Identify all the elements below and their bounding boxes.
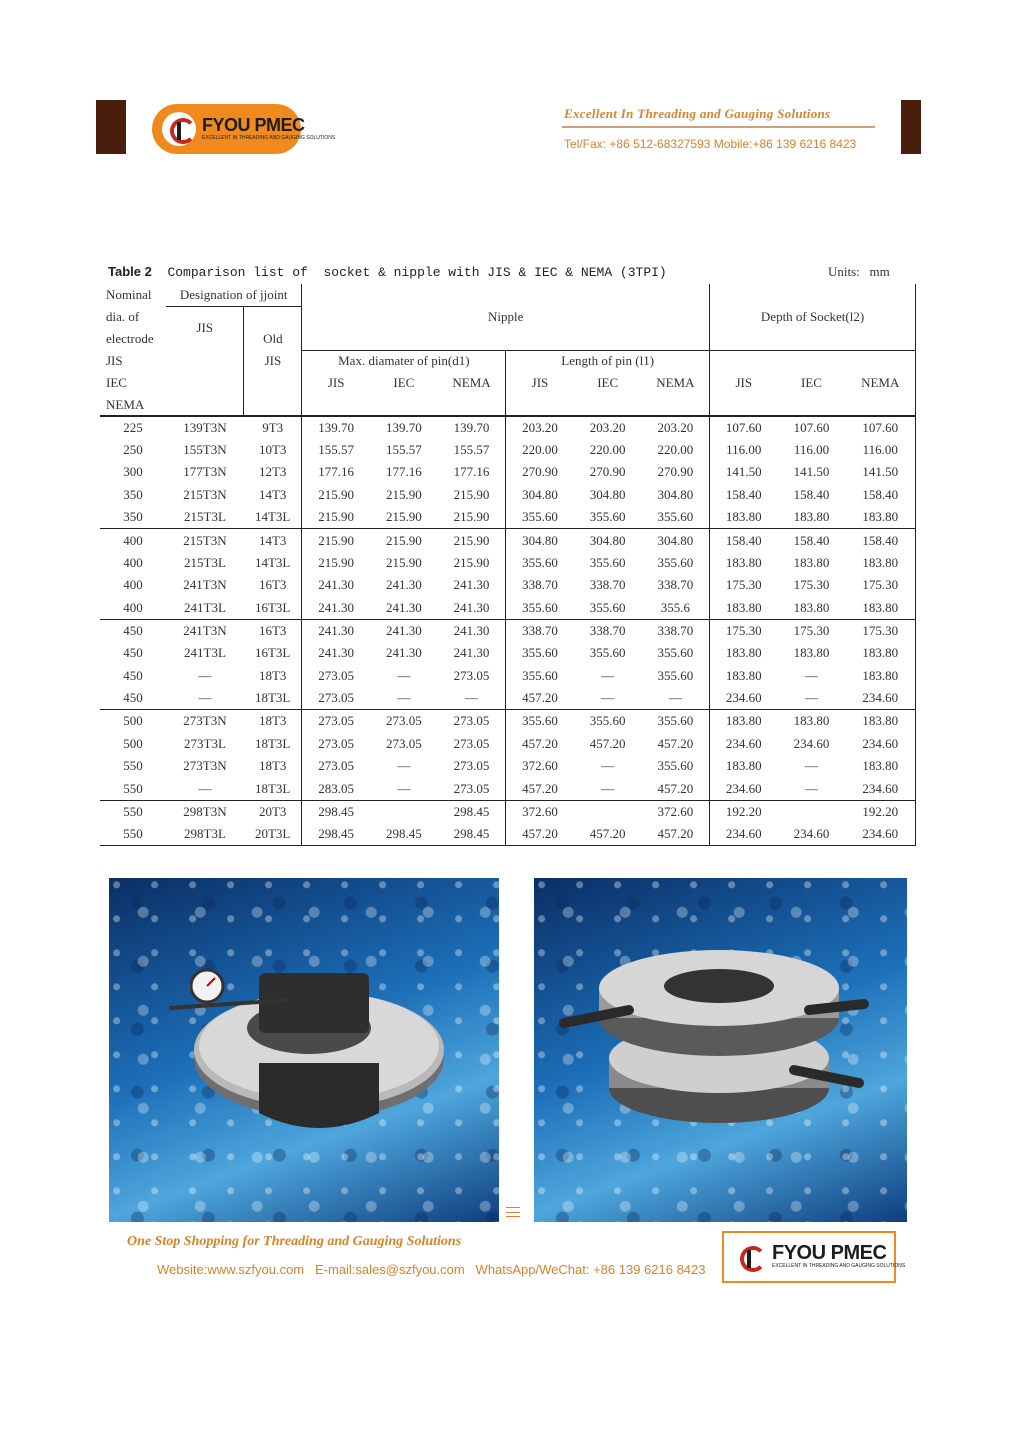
table-cell: 270.90: [642, 461, 710, 484]
table-cell: 225: [100, 416, 166, 439]
table-cell: 215.90: [438, 529, 506, 552]
table-cell: 500: [100, 710, 166, 733]
brand-tagline: EXCELLENT IN THREADING AND GAUGING SOLUTIONS: [202, 135, 336, 141]
table-cell: 234.60: [725, 735, 762, 751]
table-cell: 338.70: [522, 577, 558, 593]
table-cell: 355.60: [589, 554, 626, 570]
header-nominal-2: dia. of: [106, 309, 140, 324]
table-cell: 215.90: [370, 529, 438, 552]
table-cell: 116.00: [845, 439, 915, 462]
table-cell: 220.00: [642, 439, 710, 462]
table-cell: 355.60: [642, 552, 710, 575]
table-cell: 14T3: [244, 529, 302, 552]
footer-contact: Website:www.szfyou.com E-mail:sales@szfyou.com WhatsApp/WeChat: +86 139 6216 8423: [157, 1262, 706, 1277]
table-cell: 273.05: [370, 710, 438, 733]
table-cell: 183.80: [793, 509, 830, 525]
table-cell: 175.30: [845, 619, 915, 642]
table-cell: 139T3N: [166, 416, 244, 439]
table-cell: 355.60: [506, 710, 574, 733]
table-cell: 273.05: [438, 710, 506, 733]
table-row: [100, 665, 916, 688]
table-cell: 400: [100, 529, 166, 552]
socket-set-illustration: [534, 878, 907, 1222]
table-cell: —: [804, 690, 818, 706]
table-cell: 355.60: [642, 642, 710, 665]
table-row: [100, 506, 916, 529]
header-nominal-4: JIS: [106, 353, 123, 368]
footer-brand-logo: [728, 1237, 906, 1277]
table-row: [100, 642, 916, 665]
header-dia-nema: NEMA: [438, 372, 506, 394]
table-cell: 355.60: [574, 710, 642, 733]
table-cell: [574, 800, 642, 823]
table-cell: 355.60: [522, 554, 558, 570]
table-cell: 457.20: [506, 823, 574, 846]
table-cell: 141.50: [793, 464, 830, 480]
table-cell: 450: [123, 645, 143, 661]
table-cell: 175.30: [710, 619, 778, 642]
table-cell: 304.80: [522, 487, 558, 503]
table-cell: 241.30: [318, 577, 354, 593]
header-old-jis-1-text: Old: [244, 328, 302, 350]
table-cell: 183.80: [793, 645, 830, 661]
table-cell: 183.80: [793, 554, 830, 570]
table-cell: 18T3L: [244, 732, 302, 755]
table-cell: 192.20: [710, 800, 778, 823]
table-cell: 304.80: [642, 529, 710, 552]
table-cell: 14T3L: [244, 552, 302, 575]
table-cell: 155.57: [318, 441, 354, 457]
footer-brand-name: FYOU PMEC: [772, 1242, 887, 1264]
table-cell: 355.60: [589, 599, 626, 615]
table-cell: —: [601, 690, 615, 706]
menu-icon: [506, 1207, 520, 1217]
table-cell: 457.20: [589, 735, 626, 751]
table-cell: 183.80: [845, 552, 915, 575]
table-cell: 457.20: [522, 735, 558, 751]
header-depth-nema: NEMA: [845, 372, 915, 394]
brand-name: FYOU PMEC: [202, 115, 305, 135]
table-row: [100, 755, 916, 778]
table-cell: 270.90: [522, 464, 558, 480]
table-row: [100, 710, 916, 733]
table-cell: —: [397, 690, 411, 706]
table-cell: 177.16: [438, 461, 506, 484]
table-cell: 175.30: [845, 574, 915, 597]
table-cell: 450: [100, 619, 166, 642]
table-cell: —: [397, 758, 411, 774]
table-cell: 192.20: [845, 800, 915, 823]
table-cell: 175.30: [725, 577, 762, 593]
table-cell: 273.05: [438, 755, 506, 778]
table-cell: 273.05: [318, 758, 354, 774]
table-cell: 355.60: [642, 506, 710, 529]
table-row: [100, 732, 916, 755]
table-cell: 298T3L: [166, 823, 244, 846]
header-depth: Depth of Socket(l2): [710, 284, 916, 350]
table-cell: 183.80: [725, 599, 762, 615]
table-cell: 273.05: [318, 667, 354, 683]
table-cell: 18T3L: [244, 778, 302, 801]
table-cell: 234.60: [845, 687, 915, 710]
table-cell: 241.30: [318, 645, 354, 661]
table-caption-text: Comparison list of socket & nipple with JIS & IEC & NEMA (3TPI): [151, 265, 667, 280]
table-cell: 139.70: [438, 416, 506, 439]
table-cell: 16T3: [244, 574, 302, 597]
header-bar-left: [96, 100, 126, 154]
table-cell: 338.70: [642, 619, 710, 642]
table-cell: 457.20: [522, 780, 558, 796]
table-cell: 273.05: [318, 690, 354, 706]
table-cell: 241.30: [318, 599, 354, 615]
table-cell: 298.45: [302, 823, 370, 846]
table-row: [100, 574, 916, 597]
table-row: [100, 687, 916, 710]
table-cell: 270.90: [589, 464, 626, 480]
table-cell: 241T3N: [183, 577, 227, 593]
table-cell: 304.80: [506, 529, 574, 552]
header-slogan: Excellent In Threading and Gauging Solutions: [564, 106, 831, 121]
table-row: [100, 619, 916, 642]
table-cell: 183.80: [778, 710, 846, 733]
table-cell: 298T3N: [166, 800, 244, 823]
table-cell: 183.80: [725, 554, 762, 570]
table-cell: 20T3L: [244, 823, 302, 846]
table-cell: 12T3: [244, 461, 302, 484]
header-rule: [562, 126, 875, 128]
table-cell: 298.45: [438, 800, 506, 823]
table-cell: 177T3N: [183, 464, 227, 480]
table-cell: 215.90: [318, 487, 354, 503]
table-cell: 183.80: [845, 710, 915, 733]
table-cell: 18T3: [244, 710, 302, 733]
table-cell: 372.60: [642, 800, 710, 823]
table-cell: 550: [123, 758, 143, 774]
table-cell: 215.90: [385, 487, 422, 503]
table-cell: 183.80: [725, 667, 762, 683]
table-cell: 10T3: [244, 439, 302, 462]
table-row: [100, 484, 916, 507]
table-cell: 234.60: [725, 690, 762, 706]
table-cell: 241.30: [302, 619, 370, 642]
table-cell: 183.80: [845, 665, 915, 688]
table-cell: 273T3L: [184, 735, 226, 751]
table-cell: 215.90: [438, 552, 506, 575]
table-row: [100, 416, 916, 439]
table-cell: 241T3L: [184, 645, 226, 661]
table-cell: 250: [123, 441, 143, 457]
header-len-iec: IEC: [597, 375, 619, 390]
table-cell: 175.30: [793, 577, 830, 593]
table-cell: 155.57: [385, 441, 422, 457]
table-cell: [370, 800, 438, 823]
table-cell: 273.05: [318, 735, 354, 751]
table-cell: 273T3N: [166, 710, 244, 733]
table-row: [100, 597, 916, 620]
table-cell: 215T3N: [183, 487, 227, 503]
table-cell: 183.80: [845, 597, 915, 620]
table-cell: 183.80: [845, 642, 915, 665]
table-cell: —: [642, 687, 710, 710]
header-contact: Tel/Fax: +86 512-68327593 Mobile:+86 139 6216 8423: [564, 137, 857, 151]
footer-logo-box: [722, 1231, 906, 1283]
table-cell: —: [397, 667, 411, 683]
table-cell: 215.90: [385, 554, 422, 570]
table-cell: 158.40: [793, 487, 830, 503]
table-cell: 298.45: [302, 800, 370, 823]
table-cell: 215.90: [318, 554, 354, 570]
table-cell: 234.60: [793, 735, 830, 751]
table-cell: 155.57: [438, 439, 506, 462]
table-cell: 355.60: [642, 755, 710, 778]
table-cell: 241T3L: [184, 599, 226, 615]
table-cell: 158.40: [725, 487, 762, 503]
table-cell: 215T3N: [166, 529, 244, 552]
comparison-table: [100, 284, 916, 846]
header-depth-jis: JIS: [735, 375, 753, 390]
header-nominal-6: NEMA: [106, 396, 145, 412]
table-cell: 241.30: [438, 597, 506, 620]
table-cell: 550: [100, 800, 166, 823]
table-cell: 177.16: [385, 464, 422, 480]
table-row: [100, 800, 916, 823]
table-cell: 116.00: [793, 441, 830, 457]
header-max-dia: Max. diamater of pin(d1): [302, 350, 506, 372]
table-cell: 400: [123, 554, 143, 570]
table-cell: 234.60: [725, 780, 762, 796]
table-cell: 234.60: [845, 778, 915, 801]
table-cell: 241.30: [370, 619, 438, 642]
table-units: Units: mm: [828, 264, 890, 279]
table-cell: 457.20: [642, 732, 710, 755]
table-cell: 16T3: [244, 619, 302, 642]
table-cell: 183.80: [845, 506, 915, 529]
table-cell: 234.60: [845, 823, 915, 846]
footer-brand-mark-icon: [732, 1240, 766, 1274]
table-cell: 234.60: [778, 823, 846, 846]
header-jis: JIS: [166, 306, 244, 350]
table-cell: 550: [123, 780, 143, 796]
table-cell: 14T3: [244, 484, 302, 507]
table-cell: 304.80: [642, 484, 710, 507]
table-row: [100, 529, 916, 552]
table-cell: 203.20: [574, 416, 642, 439]
table-cell: 183.80: [710, 710, 778, 733]
table-cell: 241.30: [438, 619, 506, 642]
table-cell: 273.05: [438, 665, 506, 688]
table-cell: 107.60: [778, 416, 846, 439]
table-cell: 241.30: [438, 574, 506, 597]
brand-logo: [152, 104, 336, 154]
table-cell: 139.70: [370, 416, 438, 439]
table-cell: —: [198, 690, 212, 706]
table-cell: 241.30: [438, 642, 506, 665]
table-cell: —: [601, 667, 615, 683]
header-depth-iec: IEC: [801, 375, 822, 390]
product-photo-set: [534, 878, 907, 1222]
table-cell: 273T3N: [183, 758, 227, 774]
table-cell: 203.20: [642, 416, 710, 439]
table-cell: 215.90: [438, 506, 506, 529]
table-cell: 9T3: [244, 416, 302, 439]
header-nominal-5: IEC: [106, 375, 127, 390]
table-cell: 203.20: [506, 416, 574, 439]
table-cell: 355.60: [522, 645, 558, 661]
table-caption: [108, 264, 667, 280]
table-cell: —: [198, 667, 212, 683]
table-cell: 273.05: [302, 710, 370, 733]
table-cell: 304.80: [574, 529, 642, 552]
table-cell: 155T3N: [183, 441, 227, 457]
table-cell: 241.30: [385, 645, 422, 661]
table-row: [100, 823, 916, 846]
table-cell: 450: [123, 690, 143, 706]
table-cell: —: [397, 780, 411, 796]
table-cell: 175.30: [778, 619, 846, 642]
header-designation: Designation of jjoint: [166, 284, 302, 306]
header-old-jis-1: [244, 306, 302, 328]
table-cell: 215T3L: [184, 554, 226, 570]
table-cell: 215.90: [318, 509, 354, 525]
table-cell: 183.80: [845, 755, 915, 778]
table-row: [100, 778, 916, 801]
table-cell: 107.60: [845, 416, 915, 439]
table-cell: 338.70: [642, 574, 710, 597]
table-cell: 273.05: [385, 735, 422, 751]
table-cell: —: [438, 687, 506, 710]
table-cell: 16T3L: [244, 642, 302, 665]
table-cell: 116.00: [726, 441, 762, 457]
table-cell: 355.60: [589, 509, 626, 525]
table-cell: 177.16: [318, 464, 354, 480]
table-cell: 400: [123, 599, 143, 615]
header-dia-jis: JIS: [327, 375, 345, 390]
table-cell: 16T3L: [244, 597, 302, 620]
table-cell: [778, 800, 846, 823]
table-cell: 457.20: [642, 823, 710, 846]
table-cell: —: [601, 758, 615, 774]
table-cell: 457.20: [574, 823, 642, 846]
table-cell: 400: [123, 577, 143, 593]
footer-brand-tagline: EXCELLENT IN THREADING AND GAUGING SOLUTIONS: [772, 1263, 906, 1269]
table-cell: 220.00: [589, 441, 626, 457]
table-cell: 139.70: [302, 416, 370, 439]
table-cell: 273.05: [438, 732, 506, 755]
table-row: [100, 552, 916, 575]
table-cell: 350: [123, 509, 143, 525]
table-cell: 158.40: [845, 529, 915, 552]
table-cell: 355.60: [642, 710, 710, 733]
table-cell: 220.00: [522, 441, 558, 457]
table-cell: 355.60: [522, 509, 558, 525]
table-cell: 241T3N: [166, 619, 244, 642]
gauge-illustration: [109, 878, 499, 1222]
header-nipple: Nipple: [302, 284, 710, 350]
table-cell: 355.60: [642, 665, 710, 688]
table-cell: 158.40: [845, 484, 915, 507]
table-cell: 141.50: [845, 461, 915, 484]
header-len-nema: NEMA: [642, 372, 710, 394]
table-caption-label: Table 2: [108, 264, 152, 279]
table-cell: 457.20: [642, 778, 710, 801]
table-cell: 241.30: [385, 577, 422, 593]
table-cell: 183.80: [725, 645, 762, 661]
table-cell: —: [804, 758, 818, 774]
table-cell: —: [198, 780, 212, 796]
table-cell: 350: [123, 487, 143, 503]
table-row: [100, 461, 916, 484]
table-cell: 234.60: [845, 732, 915, 755]
table-cell: 355.60: [522, 667, 558, 683]
table-cell: 241.30: [385, 599, 422, 615]
table-cell: 18T3L: [244, 687, 302, 710]
table-cell: 107.60: [710, 416, 778, 439]
table-cell: —: [601, 780, 615, 796]
table-cell: 273.05: [438, 778, 506, 801]
table-cell: 18T3: [244, 665, 302, 688]
table-cell: 183.80: [793, 599, 830, 615]
table-cell: 550: [100, 823, 166, 846]
table-cell: 355.60: [589, 645, 626, 661]
table-cell: 18T3: [244, 755, 302, 778]
table-cell: 14T3L: [244, 506, 302, 529]
header-length: Length of pin (l1): [506, 350, 710, 372]
table-cell: 298.45: [438, 823, 506, 846]
table-cell: 215.90: [302, 529, 370, 552]
brand-mark-icon: [162, 112, 196, 146]
header-nominal-1: Nominal: [106, 287, 152, 302]
table-cell: 183.80: [725, 758, 762, 774]
table-cell: 20T3: [244, 800, 302, 823]
table-cell: 300: [123, 464, 143, 480]
table-cell: —: [804, 667, 818, 683]
footer-slogan: One Stop Shopping for Threading and Gauging Solutions: [127, 1234, 462, 1249]
table-cell: 283.05: [318, 780, 354, 796]
table-cell: 338.70: [506, 619, 574, 642]
table-cell: —: [804, 780, 818, 796]
table-cell: 355.60: [522, 599, 558, 615]
table-cell: 234.60: [710, 823, 778, 846]
header-bar-right: [901, 100, 921, 154]
header-nominal-3: electrode: [106, 331, 154, 346]
table-cell: 338.70: [589, 577, 626, 593]
table-cell: 215.90: [385, 509, 422, 525]
table-cell: 215T3L: [184, 509, 226, 525]
table-cell: 450: [123, 667, 143, 683]
table-cell: 457.20: [522, 690, 558, 706]
table-cell: 158.40: [710, 529, 778, 552]
table-cell: 141.50: [725, 464, 762, 480]
product-photo-gauge: [109, 878, 499, 1222]
table-cell: 215.90: [438, 484, 506, 507]
header-dia-iec: IEC: [393, 375, 415, 390]
header-len-jis: JIS: [531, 375, 549, 390]
table-cell: 372.60: [522, 758, 558, 774]
header-old-jis-2: JIS: [244, 350, 302, 372]
table-cell: 500: [123, 735, 143, 751]
table-cell: 298.45: [370, 823, 438, 846]
table-cell: 338.70: [574, 619, 642, 642]
table-cell: 304.80: [589, 487, 626, 503]
table-cell: 158.40: [778, 529, 846, 552]
table-cell: 372.60: [506, 800, 574, 823]
table-cell: 355.6: [642, 597, 710, 620]
table-cell: 183.80: [725, 509, 762, 525]
table-body: [100, 416, 916, 845]
table-row: [100, 439, 916, 462]
